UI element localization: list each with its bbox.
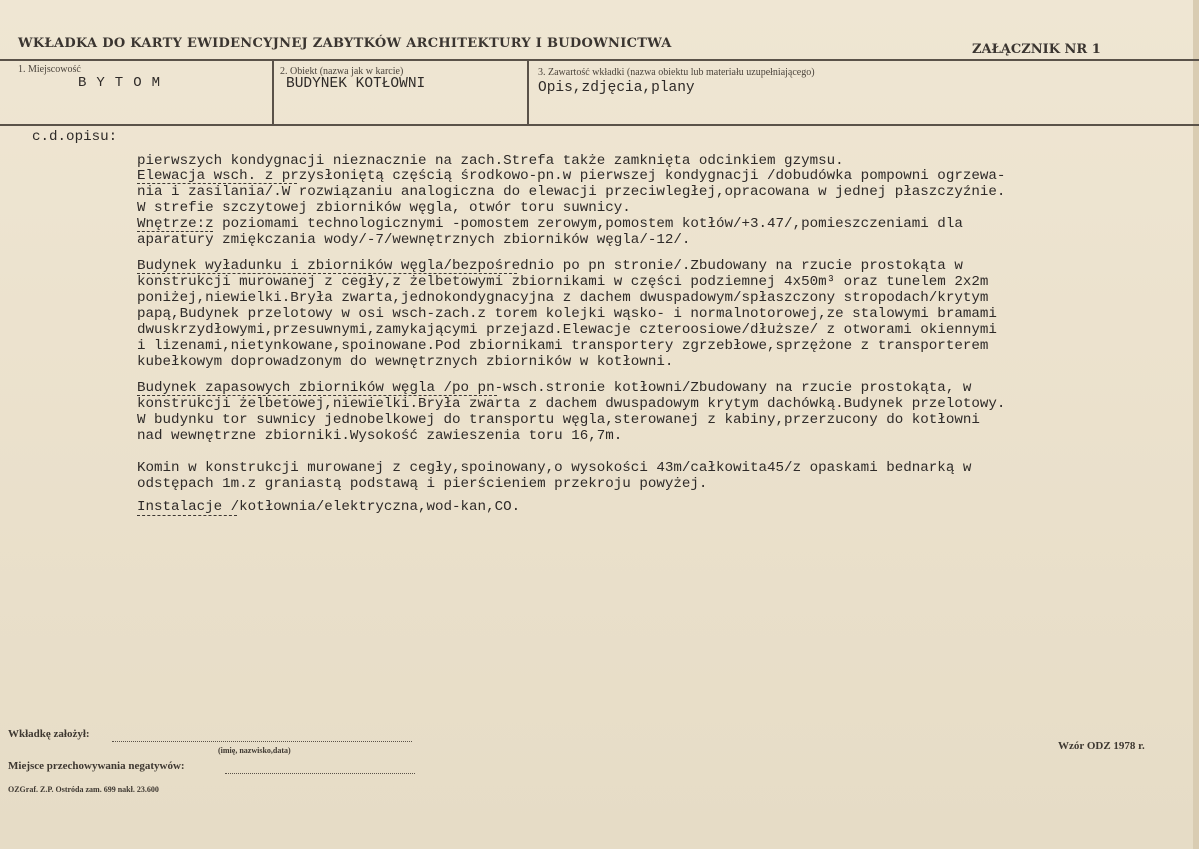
- body-line: konstrukcji murowanej z cegły,z żelbetowymi zbiornikami w części podziemnej 4x50m³ oraz tunelem 2x2m: [137, 274, 989, 290]
- body-line: aparatury zmiękczania wody/-7/wewnętrznych zbiorników węgla/-12/.: [137, 232, 691, 248]
- body-line: Elewacja wsch. z przysłoniętą częścią środkowo-pn.w pierwszej kondygnacji /dobudówka pompowni ogrzewa-: [137, 168, 1006, 184]
- continuation-heading: c.d.opisu:: [32, 129, 118, 145]
- field-divider-2: [527, 59, 529, 125]
- annex-number: ZAŁĄCZNIK NR 1: [972, 42, 1101, 57]
- content-label: 3. Zawartość wkładki (nazwa obiektu lub materiału uzupełniającego): [538, 67, 815, 78]
- body-line: Instalacje /kotłownia/elektryczna,wod-kan,CO.: [137, 499, 521, 515]
- storage-line: [225, 773, 415, 774]
- body-line: Budynek wyładunku i zbiorników węgla/bezpośrednio po pn stronie/.Zbudowany na rzucie prostokąta w: [137, 258, 963, 274]
- body-line: papą,Budynek przelotowy w osi wsch-zach.z torem kolejki wąsko- i normalnotorowej,ze stalowymi bramami: [137, 306, 997, 322]
- body-line: kubełkowym doprowadzonym do wewnętrznych zbiorników w kotłowni.: [137, 354, 674, 370]
- form-id: Wzór ODZ 1978 r.: [1058, 740, 1145, 752]
- underline-wnetrze: [137, 231, 213, 232]
- body-line: Wnętrze:z poziomami technologicznymi -pomostem zerowym,pomostem kotłów/+3.47/,pomieszczeniami dla: [137, 216, 963, 232]
- card-edge: [1193, 0, 1199, 849]
- underline-budynek-wyladunku: [137, 273, 517, 274]
- body-line: poniżej,niewielki.Bryła zwarta,jednokondygnacyjna z dachem dwuspadowym/spłaszczony stropodach/krytym: [137, 290, 989, 306]
- body-line: Budynek zapasowych zbiorników węgla /po pn-wsch.stronie kotłowni/Zbudowany na rzucie prostokąta, w: [137, 380, 972, 396]
- body-line: odstępach 1m.z graniastą podstawą i pierścieniem przekroju powyżej.: [137, 476, 708, 492]
- storage-label: Miejsce przechowywania negatywów:: [8, 760, 185, 772]
- body-line: dwuskrzydłowymi,przesuwnymi,zamykającymi przejazd.Elewacje czteroosiowe/dłuższe/ z otworami okiennymi: [137, 322, 997, 338]
- body-line: konstrukcji żelbetowej,niewielki.Bryła zwarta z dachem dwuspadowym krytym dachówką.Budynek przelotowy.: [137, 396, 1006, 412]
- field-divider-1: [272, 59, 274, 125]
- header-rule: [0, 59, 1199, 61]
- body-line: pierwszych kondygnacji nieznacznie na zach.Strefa także zamknięta odcinkiem gzymsu.: [137, 153, 844, 169]
- body-line: Komin w konstrukcji murowanej z cegły,spoinowany,o wysokości 43m/całkowita45/z opaskami bednarką w: [137, 460, 972, 476]
- body-line: W budynku tor suwnicy jednobelkowej do transportu węgla,sterowanej z kabiny,przerzucony do kotłowni: [137, 412, 980, 428]
- body-line: nia i zasilania/.W rozwiązaniu analogiczna do elewacji przeciwległej,opracowana w jednej płaszczyźnie.: [137, 184, 1006, 200]
- place-value: BYTOM: [78, 75, 171, 91]
- content-value: Opis,zdjęcia,plany: [538, 80, 695, 96]
- body-line: W strefie szczytowej zbiorników węgla, otwór toru suwnicy.: [137, 200, 631, 216]
- inserted-by-line: [112, 741, 412, 742]
- body-line: nad wewnętrzne zbiorniki.Wysokość zawieszenia toru 16,7m.: [137, 428, 623, 444]
- body-line: i lizenami,nietynkowane,spoinowane.Pod zbiornikami transportery zgrzebłowe,sprzężone z transporterem: [137, 338, 989, 354]
- place-label: 1. Miejscowość: [18, 64, 81, 75]
- print-info: OZGraf. Z.P. Ostróda zam. 699 nakł. 23.600: [8, 785, 159, 794]
- fields-bottom-rule: [0, 124, 1199, 126]
- underline-instalacje: [137, 515, 237, 516]
- object-label: 2. Obiekt (nazwa jak w karcie): [280, 66, 404, 77]
- inserted-by-label: Wkładkę założył:: [8, 728, 90, 740]
- underline-budynek-zapasowych: [137, 395, 497, 396]
- name-hint: (imię, nazwisko,data): [218, 746, 291, 755]
- form-title: WKŁADKA DO KARTY EWIDENCYJNEJ ZABYTKÓW ARCHITEKTURY I BUDOWNICTWA: [18, 36, 672, 51]
- object-value: BUDYNEK KOTŁOWNI: [286, 76, 426, 92]
- underline-elewacja: [137, 183, 297, 184]
